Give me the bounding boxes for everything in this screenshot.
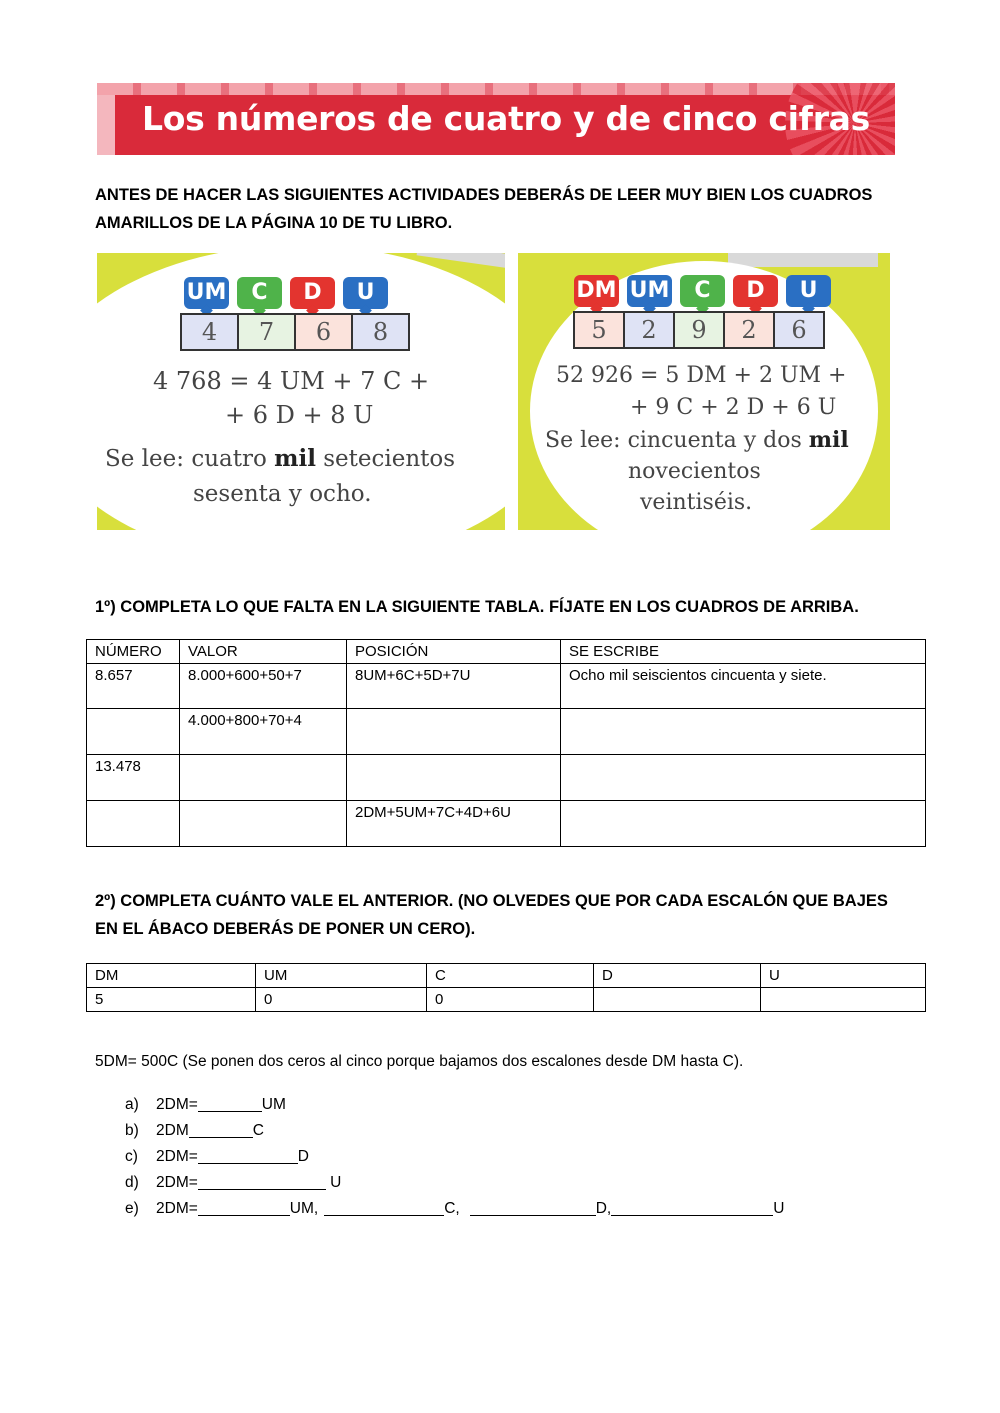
decomposition-line-2: + 6 D + 8 U bbox=[225, 401, 374, 429]
page-title: Los números de cuatro y de cinco cifras bbox=[142, 99, 870, 138]
cell-c: 0 bbox=[427, 988, 594, 1012]
cell-valor[interactable] bbox=[180, 801, 347, 847]
digit-box: 6 bbox=[296, 315, 353, 349]
cell-posicion: 8UM+6C+5D+7U bbox=[347, 664, 561, 709]
title-banner bbox=[97, 83, 895, 155]
cell-numero[interactable] bbox=[87, 709, 180, 755]
item-text: 2DM= bbox=[156, 1148, 198, 1165]
list-item bbox=[125, 1122, 784, 1148]
cell-se-escribe[interactable] bbox=[561, 755, 926, 801]
table-row bbox=[87, 988, 926, 1012]
digit-box: 7 bbox=[239, 315, 296, 349]
place-chip-u: U bbox=[786, 275, 831, 307]
answer-blank[interactable] bbox=[198, 1096, 262, 1112]
place-chip-d: D bbox=[733, 275, 778, 307]
table-row bbox=[87, 664, 926, 709]
cell-numero: 8.657 bbox=[87, 664, 180, 709]
list-item bbox=[125, 1148, 784, 1174]
item-label: d) bbox=[125, 1174, 139, 1191]
digit-box: 4 bbox=[182, 315, 239, 349]
table-header-row bbox=[87, 964, 926, 988]
digit-box: 9 bbox=[675, 313, 725, 347]
item-unit: U bbox=[773, 1200, 785, 1217]
cell-valor[interactable] bbox=[180, 755, 347, 801]
header-dm: DM bbox=[87, 964, 256, 988]
cell-numero: 13.478 bbox=[87, 755, 180, 801]
place-value-chips bbox=[574, 275, 839, 307]
reading-line-2: novecientos bbox=[628, 459, 761, 484]
item-unit: UM bbox=[261, 1096, 286, 1113]
reading-line-3: veintiséis. bbox=[640, 490, 753, 515]
answer-blank[interactable] bbox=[189, 1122, 253, 1138]
item-unit: C, bbox=[444, 1200, 460, 1217]
item-unit: U bbox=[325, 1174, 342, 1191]
abacus-table bbox=[86, 963, 926, 1012]
list-item bbox=[125, 1200, 784, 1226]
item-label: e) bbox=[125, 1200, 139, 1217]
header-u: U bbox=[761, 964, 926, 988]
place-chip-c: C bbox=[237, 277, 282, 309]
digit-boxes bbox=[180, 313, 410, 351]
digit-box: 5 bbox=[575, 313, 625, 347]
intro-instructions: ANTES DE HACER LAS SIGUIENTES ACTIVIDADES DEBERÁS DE LEER MUY BIEN LOS CUADROS AMARILLOS DE LA PÁGINA 10 DE TU LIBRO. bbox=[95, 186, 873, 232]
place-chip-um: UM bbox=[184, 277, 229, 309]
cell-numero[interactable] bbox=[87, 801, 180, 847]
reading-line-2: sesenta y ocho. bbox=[193, 481, 372, 507]
item-unit: D bbox=[297, 1148, 309, 1165]
reading-line-1: Se lee: cincuenta y dos mil bbox=[545, 427, 849, 453]
table-row bbox=[87, 755, 926, 801]
item-text: 2DM= bbox=[156, 1200, 198, 1217]
decomposition-line-1: 52 926 = 5 DM + 2 UM + bbox=[556, 363, 847, 388]
cell-se-escribe[interactable] bbox=[561, 801, 926, 847]
digit-box: 2 bbox=[725, 313, 775, 347]
item-unit: UM, bbox=[289, 1200, 319, 1217]
place-chip-dm: DM bbox=[574, 275, 619, 307]
answer-blank[interactable] bbox=[198, 1200, 290, 1216]
cell-se-escribe: Ocho mil seiscientos cincuenta y siete. bbox=[561, 664, 926, 709]
decomposition-line-2: + 9 C + 2 D + 6 U bbox=[630, 395, 837, 420]
table-header-row bbox=[87, 640, 926, 664]
place-chip-u: U bbox=[343, 277, 388, 309]
cell-um: 0 bbox=[256, 988, 427, 1012]
item-label: b) bbox=[125, 1122, 139, 1139]
header-se-escribe: SE ESCRIBE bbox=[561, 640, 926, 664]
answer-blank[interactable] bbox=[470, 1200, 596, 1216]
header-numero: NÚMERO bbox=[87, 640, 180, 664]
place-value-chips bbox=[184, 277, 396, 309]
digit-boxes bbox=[573, 311, 825, 349]
answer-blank[interactable] bbox=[198, 1174, 326, 1190]
header-d: D bbox=[594, 964, 761, 988]
digit-box: 6 bbox=[775, 313, 823, 347]
item-label: a) bbox=[125, 1096, 139, 1113]
exercise-1-table bbox=[86, 639, 926, 847]
item-text: 2DM bbox=[156, 1122, 189, 1139]
banner-scallop-border bbox=[97, 83, 895, 95]
header-posicion: POSICIÓN bbox=[347, 640, 561, 664]
cell-valor: 4.000+800+70+4 bbox=[180, 709, 347, 755]
item-text: 2DM= bbox=[156, 1174, 198, 1191]
example-five-digit-panel bbox=[518, 253, 890, 530]
answer-blank[interactable] bbox=[198, 1148, 298, 1164]
table-row bbox=[87, 801, 926, 847]
header-c: C bbox=[427, 964, 594, 988]
example-four-digit-panel bbox=[97, 253, 505, 530]
exercise-2-list bbox=[125, 1096, 784, 1226]
reading-line-1: Se lee: cuatro mil setecientos bbox=[105, 445, 456, 472]
cell-valor: 8.000+600+50+7 bbox=[180, 664, 347, 709]
digit-box: 8 bbox=[353, 315, 408, 349]
exercise-2-title: 2º) COMPLETA CUÁNTO VALE EL ANTERIOR. (NO OLVEDES QUE POR CADA ESCALÓN QUE BAJES EN EL ÁBACO DEBERÁS DE PONER UN CERO). bbox=[95, 892, 888, 938]
decomposition-line-1: 4 768 = 4 UM + 7 C + bbox=[153, 367, 430, 395]
table-row bbox=[87, 709, 926, 755]
header-valor: VALOR bbox=[180, 640, 347, 664]
cell-posicion[interactable] bbox=[347, 755, 561, 801]
example-note: 5DM= 500C (Se ponen dos ceros al cinco porque bajamos dos escalones desde DM hasta C). bbox=[95, 1053, 744, 1070]
tape-decoration bbox=[728, 253, 878, 267]
cell-se-escribe[interactable] bbox=[561, 709, 926, 755]
cell-dm: 5 bbox=[87, 988, 256, 1012]
list-item bbox=[125, 1096, 784, 1122]
item-label: c) bbox=[125, 1148, 138, 1165]
digit-box: 2 bbox=[625, 313, 675, 347]
cell-u[interactable] bbox=[761, 988, 926, 1012]
cell-posicion[interactable] bbox=[347, 709, 561, 755]
cell-d[interactable] bbox=[594, 988, 761, 1012]
answer-blank[interactable] bbox=[324, 1200, 444, 1216]
place-chip-c: C bbox=[680, 275, 725, 307]
banner-stripe bbox=[97, 95, 115, 155]
place-chip-um: UM bbox=[627, 275, 672, 307]
cell-posicion: 2DM+5UM+7C+4D+6U bbox=[347, 801, 561, 847]
answer-blank[interactable] bbox=[611, 1200, 773, 1216]
item-unit: D, bbox=[595, 1200, 612, 1217]
list-item bbox=[125, 1174, 784, 1200]
header-um: UM bbox=[256, 964, 427, 988]
item-unit: C bbox=[252, 1122, 264, 1139]
place-chip-d: D bbox=[290, 277, 335, 309]
item-text: 2DM= bbox=[156, 1096, 198, 1113]
exercise-1-title: 1º) COMPLETA LO QUE FALTA EN LA SIGUIENTE TABLA. FÍJATE EN LOS CUADROS DE ARRIBA. bbox=[95, 598, 859, 616]
